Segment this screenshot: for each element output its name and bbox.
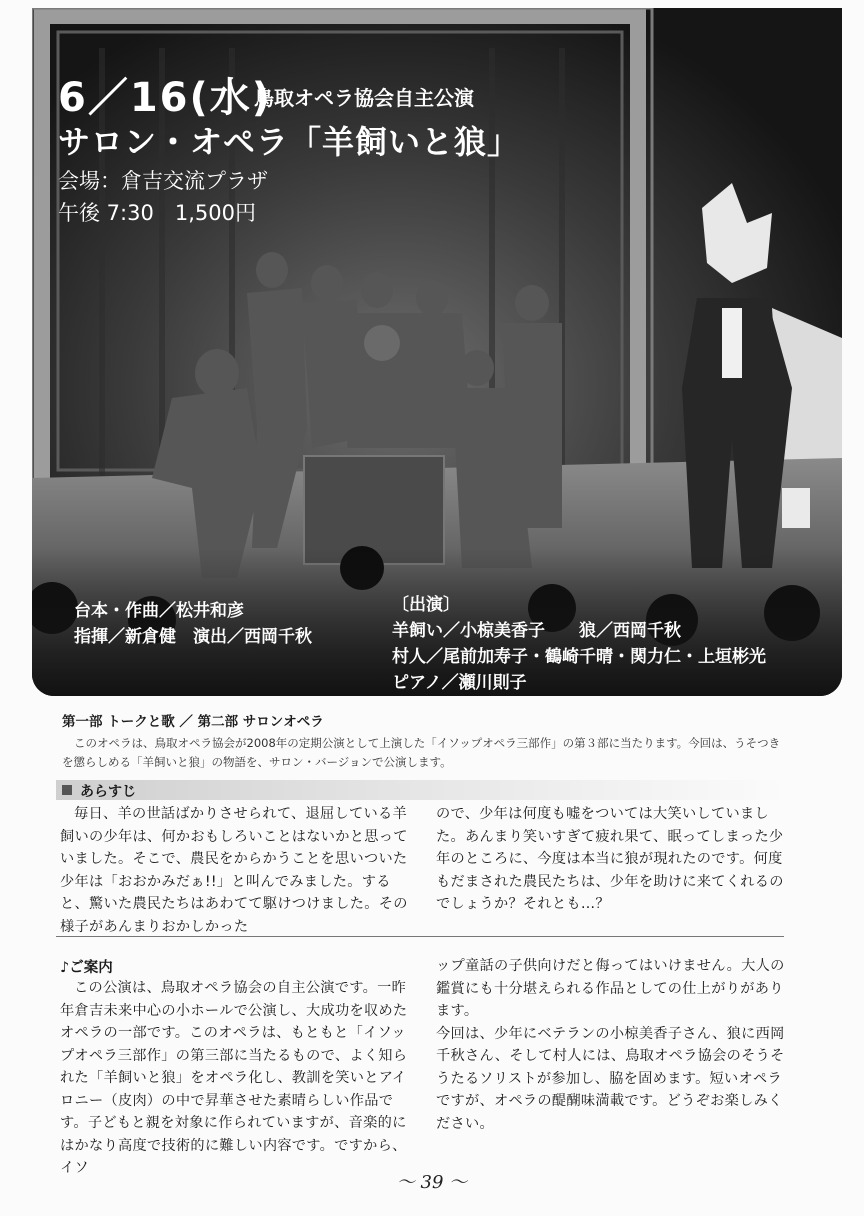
cast-heading: 〔出演〕: [392, 595, 460, 615]
synopsis-right-column: [436, 803, 786, 916]
performance-date: 6／16(水): [58, 75, 273, 121]
info-text: ップ童話の子供向けだと侮ってはいけません。大人の鑑賞にも十分堪えられる作品としての仕上がりがあります。: [436, 958, 785, 1019]
synopsis-heading: あらすじ: [80, 784, 136, 800]
stage-photo: [32, 8, 842, 696]
info-text: 今回は、少年にベテランの小椋美香子さん、狼に西岡千秋さん、そして村人には、鳥取オペラ協会のそうそうたるソリストが参加し、脇を固めます。短いオペラですが、オペラの醍醐味満載です。どうぞお楽しみください。: [436, 1025, 785, 1132]
time-price-label: 午後 7:30 1,500円: [58, 201, 256, 225]
cast-line: 村人／尾前加寿子・鶴崎千晴・関力仁・上垣彬光: [392, 647, 766, 667]
info-heading: ♪ご案内: [60, 960, 113, 976]
script-credit: 台本・作曲／松井和彦: [74, 601, 244, 621]
staff-credits: [74, 598, 312, 650]
page-number: ～ 39 ～: [396, 1172, 468, 1193]
synopsis-heading-bar: [56, 780, 784, 800]
synopsis-text: ので、少年は何度も嘘をついては大笑いしていました。あんまり笑いすぎて疲れ果て、眠ってしまった少年のところに、今度は本当に狼が現れたのです。何度もだまされた農民たちは、少年を助けに来てくれるのでしょうか？それとも…？: [436, 806, 784, 912]
cast-line: 羊飼い／小椋美香子 狼／西岡千秋: [392, 621, 681, 641]
cast-line: ピアノ／瀬川則子: [392, 673, 527, 693]
venue-label: 会場：倉吉交流プラザ: [58, 169, 268, 193]
cast-credits: [392, 592, 766, 696]
organizer-label: 鳥取オペラ協会自主公演: [254, 86, 474, 110]
synopsis-text: 毎日、羊の世話ばかりさせられて、退屈している羊飼いの少年は、何かおもしろいことはないかと思っていました。そこで、農民をからかうことを思いついた少年は「おおかみだぁ!!」と叫んでみました。すると、驚いた農民たちはあわてて駆けつけました。その様子があんまりおかしかった: [60, 806, 408, 935]
program-parts: 第一部 トークと歌 ／ 第二部 サロンオペラ: [62, 714, 324, 730]
section-divider: [56, 936, 784, 937]
synopsis-left-column: [60, 803, 408, 938]
direction-credit: 指揮／新倉健 演出／西岡千秋: [74, 627, 312, 647]
info-text: この公演は、鳥取オペラ協会の自主公演です。一昨年倉吉未来中心の小ホールで公演し、大成功を収めたオペラの一部です。このオペラは、もともと「イソップオペラ三部作」の第三部に当たるもので、よく知られた「羊飼いと狼」をオペラ化し、教訓を笑いとアイロニー（皮肉）の中で昇華させた素晴らしい作品です。子どもと親を対象に作られていますが、音楽的にはかなり高度で技術的に難しい内容です。ですから、イソ: [60, 980, 408, 1176]
info-right-column: [436, 955, 786, 1135]
info-left-column: [60, 977, 410, 1180]
intro-text: このオペラは、鳥取オペラ協会が2008年の定期公演として上演した「イソップオペラ三部作」の第３部に当たります。今回は、うそつきを懲らしめる「羊飼いと狼」の物語を、サロン・バージョンで公演します。: [62, 736, 781, 769]
square-bullet-icon: [62, 785, 72, 795]
program-intro: [62, 734, 784, 772]
performance-title: サロン・オペラ「羊飼いと狼」: [58, 123, 521, 161]
